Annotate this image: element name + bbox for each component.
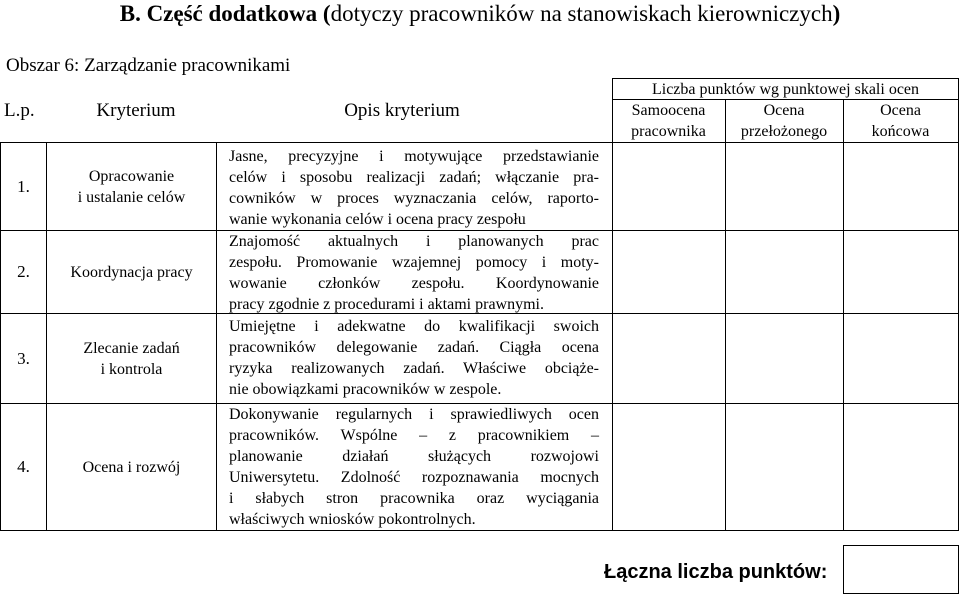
header-sup-line2: przełożonego [740,123,828,140]
title-parenthetical: dotyczy pracowników na stanowiskach kierowniczych [330,1,833,26]
row-2-supervisor-score[interactable] [726,231,843,313]
header-points-group: Liczba punktów wg punktowej skali ocen [651,81,920,98]
row-3-number: 3. [17,348,30,368]
row-1-criterion-line1: Opracowanie [88,167,175,185]
row-3-criterion-line1: Zlecanie zadań [83,339,180,357]
row-4-number: 4. [17,457,30,476]
row-2-final-score[interactable] [844,231,958,313]
header-supervisor-rating [725,100,843,142]
row-2-criterion [47,231,216,313]
header-sup-line1: Ocena [763,102,805,119]
row-1-criterion-line2: i ustalanie celów [77,188,186,206]
header-final-line1: Ocena [880,102,921,119]
header-lp: L.p. [4,100,35,121]
row-3-final-score[interactable] [844,314,958,403]
row-2-criterion-line1: Koordynacja pracy [70,263,193,281]
row-1-supervisor-score[interactable] [726,143,843,230]
header-self-line2: pracownika [631,123,706,140]
row-4-final-score[interactable] [844,404,958,530]
row-4-supervisor-score[interactable] [726,404,843,530]
row-4-criterion-line1: Ocena i rozwój [82,458,181,476]
header-final-line2: końcowa [871,123,930,140]
total-points-label: Łączna liczba punktów: [604,561,828,583]
row-1-self-score[interactable] [613,143,725,230]
total-points-box[interactable] [844,546,958,593]
row-4-self-score[interactable] [613,404,725,530]
header-self-line1: Samoocena [631,102,706,119]
header-final-rating [843,100,958,142]
row-3-supervisor-score[interactable] [726,314,843,403]
row-4-description: Dokonywanie regularnych i sprawiedliwych ocen pracowników. Wspólne – z pracownikiem – planowanie działań służących rozwojowi Uniwersytetu. Zdolność rozpoznawania mocnych i słabych stron pracownika oraz wyciągania właściwych wniosków pokontrolnych. [229,406,599,528]
row-2-self-score[interactable] [613,231,725,313]
row-3-self-score[interactable] [613,314,725,403]
header-criterion: Kryterium [96,100,176,121]
row-1-description: Jasne, precyzyjne i motywujące przedstawianie celów i sposobu realizacji zadań; włączanie pra- cowników w proces wyznaczania celów, raporto- wanie wykonania celów i ocena pracy zespołu [229,148,599,228]
section-title [0,0,960,28]
header-description: Opis kryterium [344,100,460,121]
header-self-assessment [612,100,725,142]
row-2-description: Znajomość aktualnych i planowanych prac zespołu. Promowanie wzajemnej pomocy i moty- wowanie członków zespołu. Koordynowanie pracy zgodnie z procedurami i aktami prawnymi. [229,233,599,313]
row-1-criterion [47,143,216,230]
title-close-paren: ) [832,1,841,26]
row-2-number: 2. [17,262,30,281]
row-3-criterion [47,314,216,403]
row-3-criterion-line2: i kontrola [100,360,163,378]
row-4-criterion [47,404,216,530]
row-1-number: 1. [17,176,30,196]
row-1-final-score[interactable] [844,143,958,230]
title-main: B. Część dodatkowa ( [119,1,331,26]
row-3-description: Umiejętne i adekwatne do kwalifikacji swoich pracowników delegowanie zadań. Ciągła ocena ryzyka realizowanych zadań. Właściwe obciąże- nie obowiązkami pracowników w zespole. [229,318,599,398]
area-title: Obszar 6: Zarządzanie pracownikami [6,55,291,76]
